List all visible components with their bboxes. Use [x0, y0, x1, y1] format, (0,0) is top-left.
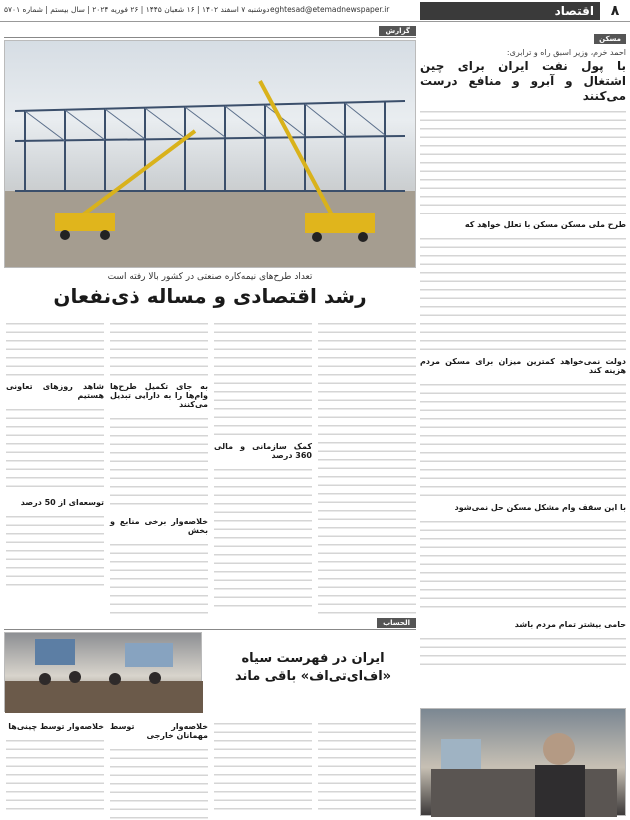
- body-text: [420, 377, 626, 497]
- right-subhead-3: با این سقف وام مشکل مسکن حل نمی‌شود: [454, 503, 626, 512]
- body-text: [420, 231, 626, 351]
- article-subhead: کمک سازمانی و مالی 360 درصد: [214, 442, 312, 460]
- body-text: [110, 537, 208, 617]
- page-number: ۸: [610, 3, 620, 19]
- article-column: [6, 316, 104, 617]
- bottom-tag: الحساب: [377, 618, 416, 628]
- body-text: [110, 411, 208, 511]
- left-column: [4, 26, 416, 816]
- body-text: [6, 509, 104, 589]
- interviewee-photo: [420, 708, 626, 816]
- body-text: [318, 716, 416, 812]
- article-column: [110, 316, 208, 617]
- article-column: [214, 316, 312, 617]
- body-text: [6, 402, 104, 492]
- body-text: [214, 716, 312, 812]
- section-tag: مسکن: [594, 34, 626, 44]
- construction-photo: [4, 40, 416, 268]
- report-bar: [4, 26, 416, 38]
- article-column: [318, 316, 416, 617]
- interview-kicker: احمد خرم، وزیر اسبق راه و ترابری:: [506, 48, 626, 57]
- article-subhead: خلاصه‌وار توسط مهمانان خارجی: [110, 722, 208, 740]
- body-text: [110, 742, 208, 820]
- main-kicker: تعداد طرح‌های نیمه‌کاره صنعتی در کشور بالا رفته است: [107, 272, 313, 282]
- fatf-headline: ایران در فهرست سیاه «اف‌ای‌تی‌اف» باقی ماند: [234, 651, 392, 684]
- bottom-bar: [4, 618, 416, 630]
- section-title: اقتصاد: [420, 2, 600, 20]
- date-line: دوشنبه ۷ اسفند ۱۴۰۲ | ۱۶ شعبان ۱۴۴۵ | ۲۶ فوریه ۲۰۲۴ | سال بیستم | شماره ۵۷۰۱: [4, 5, 270, 14]
- contact-email[interactable]: eghtesad@etemadnewspaper.ir: [270, 5, 390, 14]
- article-subhead: به جای تکمیل طرح‌ها وام‌ها را به دارایی تبدیل می‌کنند: [110, 382, 208, 409]
- right-column: [420, 26, 626, 816]
- body-text: [214, 316, 312, 436]
- article-column: [6, 716, 104, 820]
- right-subhead-1: طرح ملی مسکن مسکن با تعلل خواهد که: [464, 220, 626, 229]
- article-columns: [4, 316, 416, 617]
- article-subhead: خلاصه‌وار برخی منابع و بخش: [110, 517, 208, 535]
- body-text: [214, 462, 312, 612]
- body-text: [110, 316, 208, 376]
- article-column: [318, 716, 416, 820]
- meeting-photo: [4, 632, 202, 712]
- body-text: [420, 631, 626, 671]
- report-tag: گزارش: [379, 26, 416, 36]
- body-text: [420, 514, 626, 614]
- right-subhead-4: حامی بیشتر تمام مردم باشد: [514, 620, 626, 629]
- article-subhead: خلاصه‌وار توسط چینی‌ها: [8, 722, 104, 731]
- body-text: [6, 733, 104, 813]
- main-headline: رشد اقتصادی و مساله ذی‌نفعان: [53, 284, 367, 308]
- right-subhead-2: دولت نمی‌خواهد کمترین میزان برای مسکن مردم هزینه کند: [420, 357, 626, 375]
- article-column: [110, 716, 208, 820]
- article-subhead: شاهد روزهای تعاونی هستیم: [6, 382, 104, 400]
- right-headline: با پول نفت ایران برای چین اشتغال و آبرو و منافع درست می‌کنند: [420, 59, 626, 103]
- body-text: [318, 316, 416, 616]
- body-text: [6, 316, 104, 376]
- article-column: [214, 716, 312, 820]
- bottom-columns: [4, 716, 416, 820]
- body-text: [420, 104, 626, 214]
- article-subhead: توسعه‌ای از 50 درصد: [20, 498, 104, 507]
- page-header: [0, 0, 630, 22]
